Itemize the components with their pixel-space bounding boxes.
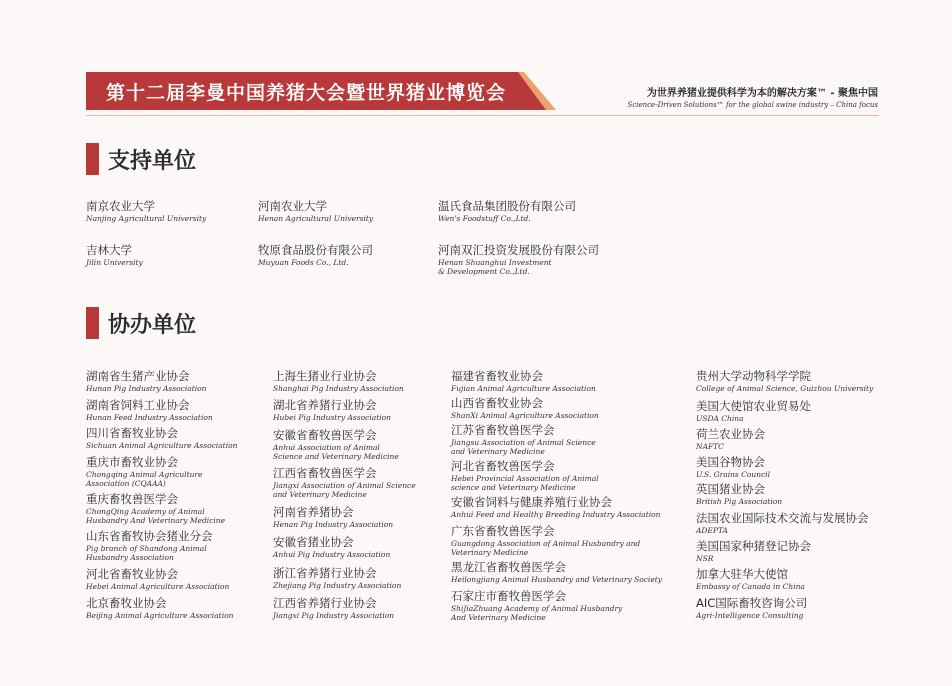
- org-name-zh: 重庆畜牧兽医学会: [86, 492, 178, 506]
- org-name-en: Anhui Pig Industry Association: [273, 550, 391, 559]
- org-name-en: Henan Shuanghui Investment & Development Co.,Ltd.: [438, 258, 552, 276]
- org-name-en: Hebei Provincial Association of Animal science and Veterinary Medicine: [451, 474, 599, 492]
- co-organizer-item: [86, 369, 206, 393]
- co-organizer-item: [273, 566, 401, 590]
- co-organizer-item: [696, 567, 805, 591]
- org-name-en: Jiangxi Pig Industry Association: [273, 611, 395, 620]
- org-name-zh: 上海生猪业行业协会: [273, 369, 377, 383]
- header-divider: [86, 115, 879, 116]
- org-name-zh: 重庆市畜牧业协会: [86, 455, 178, 469]
- org-name-zh: 安徽省猪业协会: [273, 535, 354, 549]
- support-item: [86, 199, 206, 223]
- org-name-zh: 湖南省生猪产业协会: [86, 369, 190, 383]
- org-name-zh: 北京畜牧业协会: [86, 596, 167, 610]
- co-organizer-item: [86, 567, 229, 591]
- org-name-en: Beijing Animal Agriculture Association: [86, 611, 234, 620]
- org-name-zh: 河南双汇投资发展股份有限公司: [438, 243, 599, 257]
- org-name-en: Jiangxi Association of Animal Science and Veterinary Medicine: [273, 481, 416, 499]
- org-name-zh: 加拿大驻华大使馆: [696, 567, 788, 581]
- org-name-en: Muyuan Foods Co., Ltd.: [258, 258, 349, 267]
- co-organizer-item: [273, 369, 404, 393]
- org-name-en: Jiangsu Association of Animal Science and Veterinary Medicine: [451, 438, 596, 456]
- co-organizer-item: [451, 495, 661, 519]
- co-organizer-item: [86, 596, 233, 620]
- org-name-en: Hunan Pig Industry Association: [86, 384, 207, 393]
- org-name-zh: 江苏省畜牧兽医学会: [451, 423, 555, 437]
- co-organizer-item: [451, 369, 596, 393]
- slogan-en: Science-Driven Solutions™ for the global swine industry – China focus: [627, 101, 878, 109]
- org-name-en: NSR: [696, 554, 714, 563]
- org-name-zh: 湖南省饲料工业协会: [86, 398, 190, 412]
- org-name-en: College of Animal Science, Guizhou University: [696, 384, 874, 393]
- co-organizers-title: 协办单位: [108, 313, 197, 338]
- co-organizer-item: [451, 524, 640, 557]
- header-slogan: [628, 84, 878, 109]
- co-organizer-item: [696, 455, 770, 479]
- support-item: [438, 199, 576, 223]
- co-organizer-item: [273, 466, 416, 499]
- org-name-en: ShanXi Animal Agriculture Association: [451, 411, 599, 420]
- org-name-zh: 安徽省畜牧兽医学会: [273, 428, 377, 442]
- org-name-zh: 山东省畜牧协会猪业分会: [86, 529, 213, 543]
- co-organizer-item: [451, 423, 596, 456]
- org-name-en: ShiJiaZhuang Academy of Animal Husbandry And Veterinary Medicine: [451, 604, 623, 622]
- org-name-zh: 美国大使馆农业贸易处: [696, 399, 811, 413]
- org-name-en: Hebei Animal Agriculture Association: [86, 582, 230, 591]
- org-name-zh: 河北省畜牧业协会: [86, 567, 178, 581]
- org-name-zh: 石家庄市畜牧兽医学会: [451, 589, 566, 603]
- banner-title: 第十二届李曼中国养猪大会暨世界猪业博览会: [106, 82, 507, 104]
- org-name-en: Pig branch of Shandong Animal Husbandry Association: [86, 544, 207, 562]
- co-organizer-item: [273, 505, 393, 529]
- slogan-zh: 为世界养猪业提供科学为本的解决方案™ - 聚焦中国: [646, 88, 878, 99]
- support-item: [438, 243, 599, 276]
- header-banner: [86, 72, 556, 110]
- org-name-en: ADEPTA: [696, 526, 728, 535]
- co-organizer-item: [696, 511, 869, 535]
- co-organizer-item: [273, 596, 394, 620]
- org-name-en: Fujian Animal Agriculture Association: [451, 384, 596, 393]
- org-name-en: Anhui Feed and Healthy Breeding Industry Association: [451, 510, 661, 519]
- org-name-zh: 江西省畜牧兽医学会: [273, 466, 377, 480]
- org-name-zh: 四川省畜牧业协会: [86, 426, 178, 440]
- co-organizer-item: [273, 535, 390, 559]
- org-name-en: Shanghai Pig Industry Association: [273, 384, 404, 393]
- co-organizer-item: [696, 596, 807, 620]
- org-name-zh: 荷兰农业协会: [696, 427, 765, 441]
- section-marker-bar: [86, 307, 99, 339]
- co-organizer-item: [86, 426, 237, 450]
- co-organizer-item: [451, 560, 662, 584]
- org-name-zh: AIC国际畜牧咨询公司: [696, 596, 808, 610]
- co-organizer-item: [451, 396, 599, 420]
- org-name-zh: 贵州大学动物科学学院: [696, 369, 811, 383]
- support-item: [86, 243, 143, 267]
- org-name-zh: 安徽省饲料与健康养殖行业协会: [451, 495, 612, 509]
- org-name-zh: 美国国家种猪登记协会: [696, 539, 811, 553]
- org-name-zh: 美国谷物协会: [696, 455, 765, 469]
- org-name-en: Agri-Intelligence Consulting: [696, 611, 804, 620]
- org-name-zh: 吉林大学: [86, 243, 132, 257]
- org-name-en: British Pig Association: [696, 497, 783, 506]
- co-organizer-item: [696, 399, 811, 423]
- co-organizer-item: [696, 539, 811, 563]
- co-organizer-item: [696, 427, 765, 451]
- org-name-zh: 河北省畜牧兽医学会: [451, 459, 555, 473]
- org-name-zh: 牧原食品股份有限公司: [258, 243, 373, 257]
- org-name-en: Henan Pig Industry Association: [273, 520, 394, 529]
- org-name-zh: 广东省畜牧兽医学会: [451, 524, 555, 538]
- org-name-zh: 法国农业国际技术交流与发展协会: [696, 511, 869, 525]
- org-name-en: Jilin University: [86, 258, 143, 267]
- org-name-en: NAFTC: [696, 442, 724, 451]
- org-name-zh: 温氏食品集团股份有限公司: [438, 199, 576, 213]
- org-name-en: Sichuan Animal Agriculture Association: [86, 441, 238, 450]
- org-name-zh: 湖北省养猪行业协会: [273, 398, 377, 412]
- org-name-en: Wen's Foodstuff Co.,Ltd.: [438, 214, 531, 223]
- co-organizer-item: [86, 492, 225, 525]
- org-name-zh: 河南省养猪协会: [273, 505, 354, 519]
- org-name-en: Nanjing Agricultural University: [86, 214, 207, 223]
- support-item: [258, 199, 373, 223]
- org-name-en: Heilongjiang Animal Husbandry and Veterinary Society: [451, 575, 663, 584]
- org-name-zh: 山西省畜牧业协会: [451, 396, 543, 410]
- co-organizer-item: [86, 455, 202, 488]
- org-name-zh: 福建省畜牧业协会: [451, 369, 543, 383]
- org-name-en: Henan Agricultural University: [258, 214, 374, 223]
- org-name-en: Chongqing Animal Agriculture Association (CQAAA): [86, 470, 203, 488]
- co-organizer-item: [273, 428, 399, 461]
- section-marker-bar: [86, 143, 99, 175]
- org-name-en: Hubei Pig Industry Association: [273, 413, 391, 422]
- org-name-en: USDA China: [696, 414, 744, 423]
- support-item: [258, 243, 373, 267]
- support-title: 支持单位: [108, 149, 197, 174]
- org-name-zh: 英国猪业协会: [696, 482, 765, 496]
- org-name-zh: 浙江省养猪行业协会: [273, 566, 377, 580]
- org-name-en: Anhui Association of Animal Science and Veterinary Medicine: [273, 443, 399, 461]
- org-name-en: Hunan Feed Industry Association: [86, 413, 213, 422]
- co-organizer-item: [696, 369, 873, 393]
- org-name-en: Guangdong Association of Animal Husbandry and Veterinary Medicine: [451, 539, 641, 557]
- org-name-zh: 南京农业大学: [86, 199, 155, 213]
- org-name-en: Embassy of Canada in China: [696, 582, 805, 591]
- org-name-en: Zhejiang Pig Industry Association: [273, 581, 402, 590]
- org-name-en: U.S. Grains Council: [696, 470, 771, 479]
- co-organizer-item: [696, 482, 782, 506]
- co-organizer-item: [451, 589, 622, 622]
- org-name-zh: 江西省养猪行业协会: [273, 596, 377, 610]
- org-name-zh: 河南农业大学: [258, 199, 327, 213]
- org-name-zh: 黑龙江省畜牧兽医学会: [451, 560, 566, 574]
- co-organizer-item: [451, 459, 599, 492]
- co-organizer-item: [273, 398, 391, 422]
- co-organizer-item: [86, 529, 213, 562]
- co-organizer-item: [86, 398, 213, 422]
- org-name-en: ChongQing Academy of Animal Husbandry And Veterinary Medicine: [86, 507, 226, 525]
